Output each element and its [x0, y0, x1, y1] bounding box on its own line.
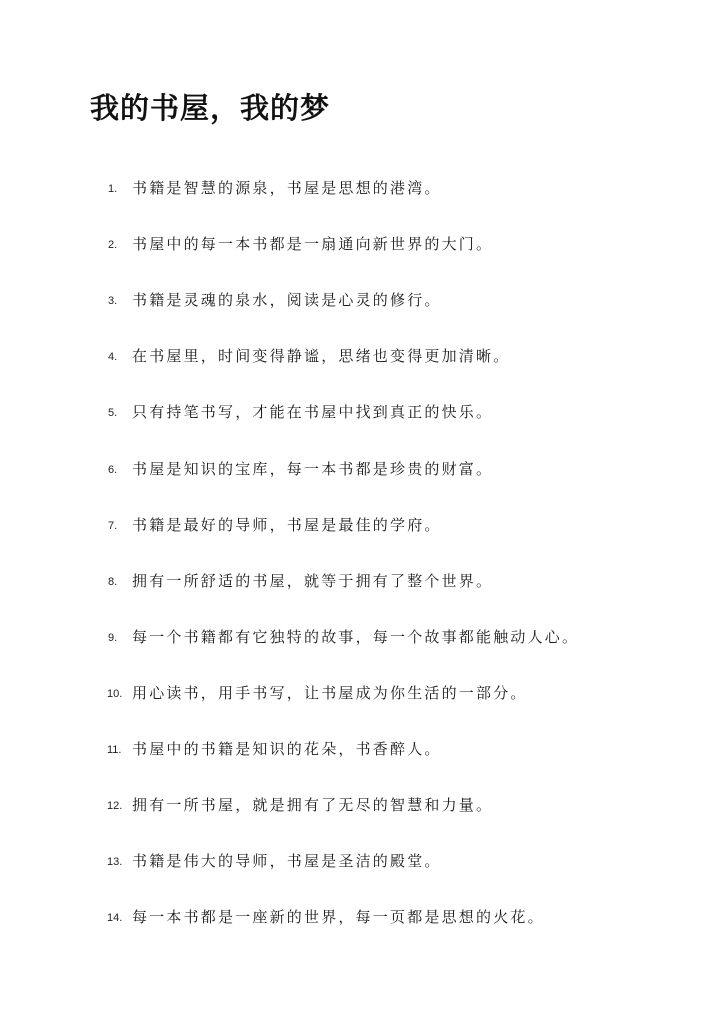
item-text: 用心读书，用手书写，让书屋成为你生活的一部分。: [132, 684, 528, 702]
item-text: 书屋中的每一本书都是一扇通向新世界的大门。: [132, 235, 494, 253]
item-text: 书屋是知识的宝库，每一本书都是珍贵的财富。: [132, 460, 494, 478]
item-text: 拥有一所书屋，就是拥有了无尽的智慧和力量。: [132, 796, 494, 814]
item-text: 只有持笔书写，才能在书屋中找到真正的快乐。: [132, 403, 494, 421]
item-number: 4.: [108, 351, 118, 363]
item-text: 在书屋里，时间变得静谧，思绪也变得更加清晰。: [132, 347, 511, 365]
item-number: 3.: [108, 295, 118, 307]
item-number: 8.: [108, 576, 118, 588]
item-text: 每一本书都是一座新的世界，每一页都是思想的火花。: [132, 908, 545, 926]
item-number: 9.: [108, 632, 118, 644]
item-number: 5.: [108, 407, 118, 419]
item-number: 1.: [108, 183, 118, 195]
item-text: 书籍是最好的导师，书屋是最佳的学府。: [132, 516, 442, 534]
item-text: 书屋中的书籍是知识的花朵，书香醉人。: [132, 740, 442, 758]
item-text: 每一个书籍都有它独特的故事，每一个故事都能触动人心。: [132, 628, 580, 646]
item-number: 6.: [108, 464, 118, 476]
item-text: 拥有一所舒适的书屋，就等于拥有了整个世界。: [132, 572, 494, 590]
item-number: 10.: [107, 688, 123, 700]
item-text: 书籍是智慧的源泉，书屋是思想的港湾。: [132, 179, 442, 197]
item-number: 11.: [107, 744, 122, 756]
item-number: 2.: [108, 239, 118, 251]
item-number: 7.: [108, 520, 118, 532]
item-text: 书籍是灵魂的泉水，阅读是心灵的修行。: [132, 291, 442, 309]
item-number: 14.: [107, 912, 123, 924]
item-number: 13.: [107, 856, 123, 868]
document-title: 我的书屋，我的梦: [90, 91, 331, 125]
item-text: 书籍是伟大的导师，书屋是圣洁的殿堂。: [132, 852, 442, 870]
item-number: 12.: [107, 800, 123, 812]
